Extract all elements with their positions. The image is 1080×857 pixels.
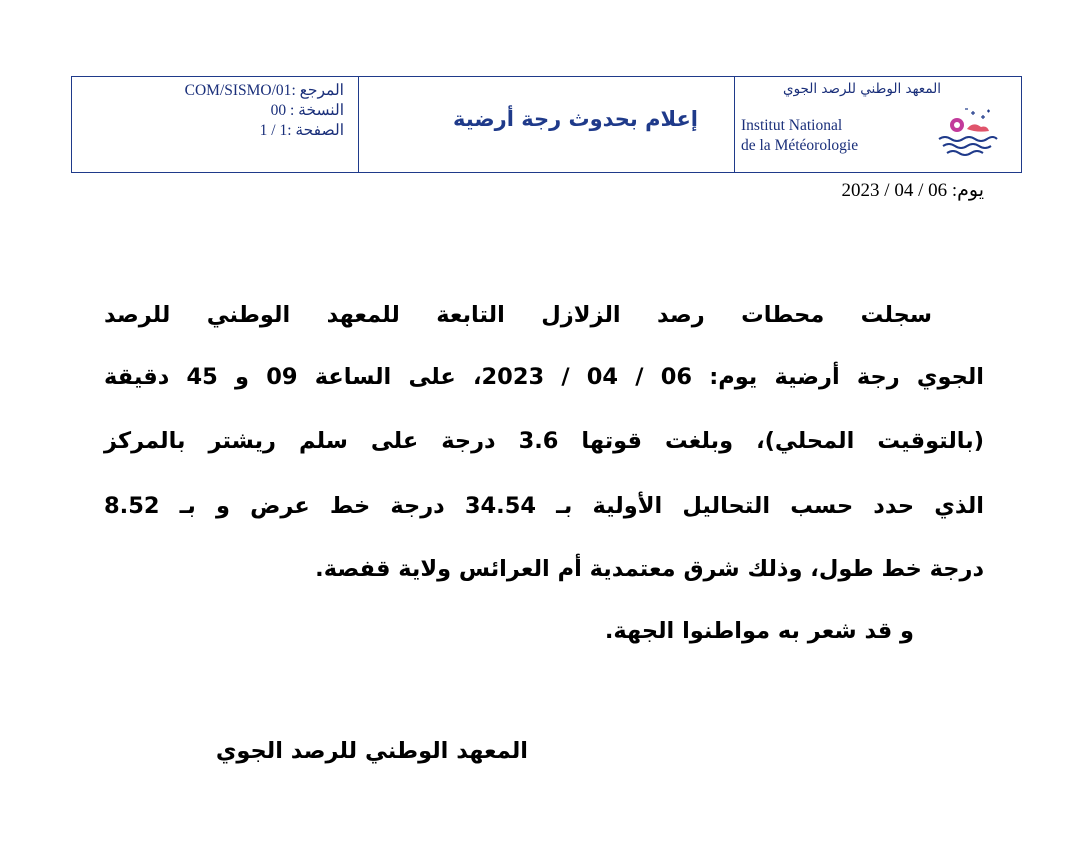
institute-cell [735,77,1021,172]
institute-name-arabic: المعهد الوطني للرصد الجوي [783,81,941,97]
body-line-4: الذي حدد حسب التحاليل الأولية بـ 34.54 درجة خط عرض و بـ 8.52 [104,493,984,519]
body-line-6: و قد شعر به مواطنوا الجهة. [604,618,914,644]
body-line-5: درجة خط طول، وذلك شرق معتمدية أم العرائس ولاية قفصة. [315,556,984,582]
body-line-3: (بالتوقيت المحلي)، وبلغت قوتها 3.6 درجة على سلم ريشتر بالمركز [104,428,984,454]
reference-cell [72,77,359,172]
title-cell [359,77,735,172]
document-header [71,76,1022,173]
page-number: الصفحة :1 / 1 [259,122,344,139]
reference-code: المرجع :COM/SISMO/01 [184,82,344,99]
document-title: إعلام بحدوث رجة أرضية [453,107,698,131]
announcement-date: يوم: 06 / 04 / 2023 [841,180,984,201]
inm-logo-icon [935,105,999,161]
body-line-1: سجلت محطات رصد الزلازل التابعة للمعهد الوطني للرصد [104,302,932,328]
body-line-2: الجوي رجة أرضية يوم: 06 / 04 / 2023، على الساعة 09 و 45 دقيقة [104,364,985,390]
institute-name-french-line2: de la Météorologie [741,137,859,154]
institute-name-french-line1: Institut National [741,117,843,134]
version-number: النسخة : 00 [270,102,344,119]
signature-institute: المعهد الوطني للرصد الجوي [215,738,528,764]
